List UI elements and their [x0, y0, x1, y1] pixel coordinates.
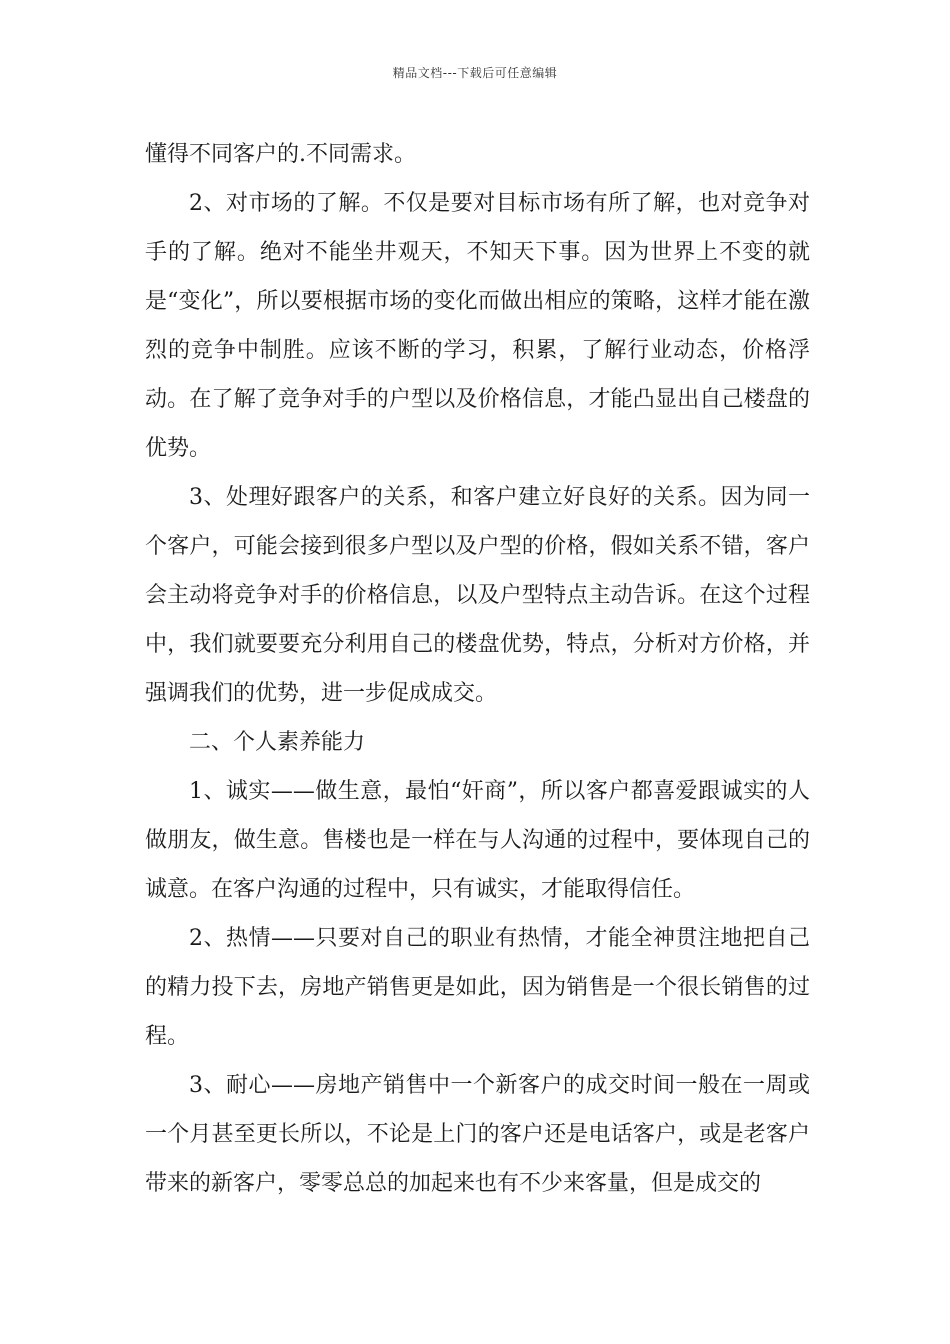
page-header: 精品文档---下载后可任意编辑	[392, 66, 558, 80]
paragraph-2: 2、对市场的了解。不仅是要对目标市场有所了解，也对竞争对手的了解。绝对不能坐井观天，不知天下事。因为世界上不变的就是“变化”，所以要根据市场的变化而做出相应的策略，这样才能在激烈的竞争中制胜。应该不断的学习，积累，了解行业动态，价格浮动。在了解了竞争对手的户型以及价格信息，才能凸显出自己楼盘的优势。	[145, 191, 810, 461]
paragraph-honesty: 1、诚实——做生意，最怕“奸商”，所以客户都喜爱跟诚实的人做朋友，做生意。售楼也是一样在与人沟通的过程中，要体现自己的诚意。在客户沟通的过程中，只有诚实，才能取得信任。	[145, 779, 810, 902]
paragraph-1: 懂得不同客户的.不同需求。	[145, 142, 416, 167]
paragraph-3: 3、处理好跟客户的关系，和客户建立好良好的关系。因为同一个客户，可能会接到很多户型以及户型的价格，假如关系不错，客户会主动将竞争对手的价格信息，以及户型特点主动告诉。在这个过程中，我们就要要充分利用自己的楼盘优势，特点，分析对方价格，并强调我们的优势，进一步促成成交。	[145, 485, 810, 706]
paragraph-enthusiasm: 2、热情——只要对自己的职业有热情，才能全神贯注地把自己的精力投下去，房地产销售更是如此，因为销售是一个很长销售的过程。	[145, 926, 810, 1049]
document-body	[145, 130, 810, 1208]
section-heading-personal-quality: 二、个人素养能力	[189, 730, 366, 755]
paragraph-patience: 3、耐心——房地产销售中一个新客户的成交时间一般在一周或一个月甚至更长所以，不论是上门的客户还是电话客户，或是老客户带来的新客户，零零总总的加起来也有不少来客量，但是成交的	[145, 1073, 810, 1196]
